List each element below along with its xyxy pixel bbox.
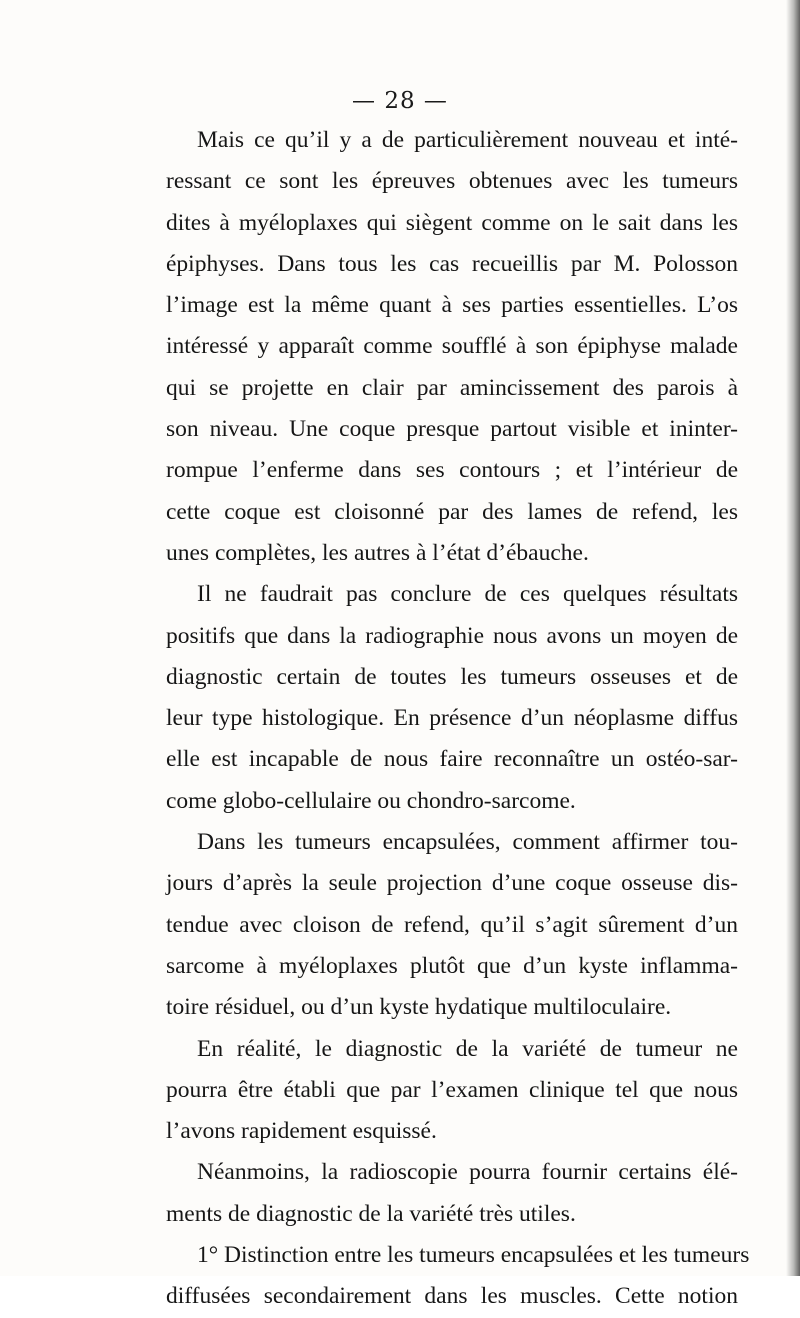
text-line: ments de diagnostic de la variété très utiles. [166, 1200, 576, 1227]
text-line: Néanmoins, la radioscopie pourra fournir certains élé- [197, 1159, 738, 1186]
text-line: elle est incapable de nous faire reconnaître un ostéo-sar- [166, 746, 738, 773]
text-line: unes complètes, les autres à l’état d’ébauche. [166, 539, 589, 566]
text-line: l’image est la même quant à ses parties essentielles. L’os [166, 292, 738, 319]
text-line: toire résiduel, ou d’un kyste hydatique multiloculaire. [166, 994, 672, 1021]
text-line: pourra être établi que par l’examen clinique tel que nous [166, 1076, 738, 1103]
text-line: tendue avec cloison de refend, qu’il s’agit sûrement d’un [166, 911, 738, 938]
text-line: Dans les tumeurs encapsulées, comment affirmer tou- [197, 829, 738, 856]
text-line: l’avons rapidement esquissé. [166, 1118, 437, 1145]
text-line: rompue l’enferme dans ses contours ; et l’intérieur de [166, 457, 738, 484]
text-line: intéressé y apparaît comme soufflé à son épiphyse malade [166, 333, 738, 360]
text-line: come globo-cellulaire ou chondro-sarcome. [166, 787, 576, 814]
text-line: 1° Distinction entre les tumeurs encapsulées et les tumeurs [197, 1242, 750, 1269]
body-text [166, 120, 750, 1318]
text-line: qui se projette en clair par amincissement des parois à [166, 374, 738, 401]
page-edge-shadow [786, 0, 800, 1276]
text-line: diagnostic certain de toutes les tumeurs osseuses et de [166, 663, 738, 690]
text-line: dites à myéloplaxes qui siègent comme on le sait dans les [166, 209, 738, 236]
text-line: diffusées secondairement dans les muscles. Cette notion [166, 1283, 738, 1310]
text-line: cette coque est cloisonné par des lames de refend, les [166, 498, 738, 525]
text-line: leur type histologique. En présence d’un néoplasme diffus [166, 705, 738, 732]
text-line: Il ne faudrait pas conclure de ces quelques résultats [197, 581, 738, 608]
text-line: ressant ce sont les épreuves obtenues avec les tumeurs [166, 168, 738, 195]
text-line: jours d’après la seule projection d’une coque osseuse dis- [166, 870, 738, 897]
text-line: son niveau. Une coque presque partout visible et ininter- [166, 416, 738, 443]
text-line: positifs que dans la radiographie nous avons un moyen de [166, 622, 738, 649]
text-line: sarcome à myéloplaxes plutôt que d’un kyste inflamma- [166, 952, 738, 979]
page-number: — 28 — [352, 88, 448, 114]
text-line: En réalité, le diagnostic de la variété de tumeur ne [197, 1035, 738, 1062]
text-line: épiphyses. Dans tous les cas recueillis par M. Polosson [166, 250, 738, 277]
text-line: Mais ce qu’il y a de particulièrement nouveau et inté- [197, 127, 738, 153]
